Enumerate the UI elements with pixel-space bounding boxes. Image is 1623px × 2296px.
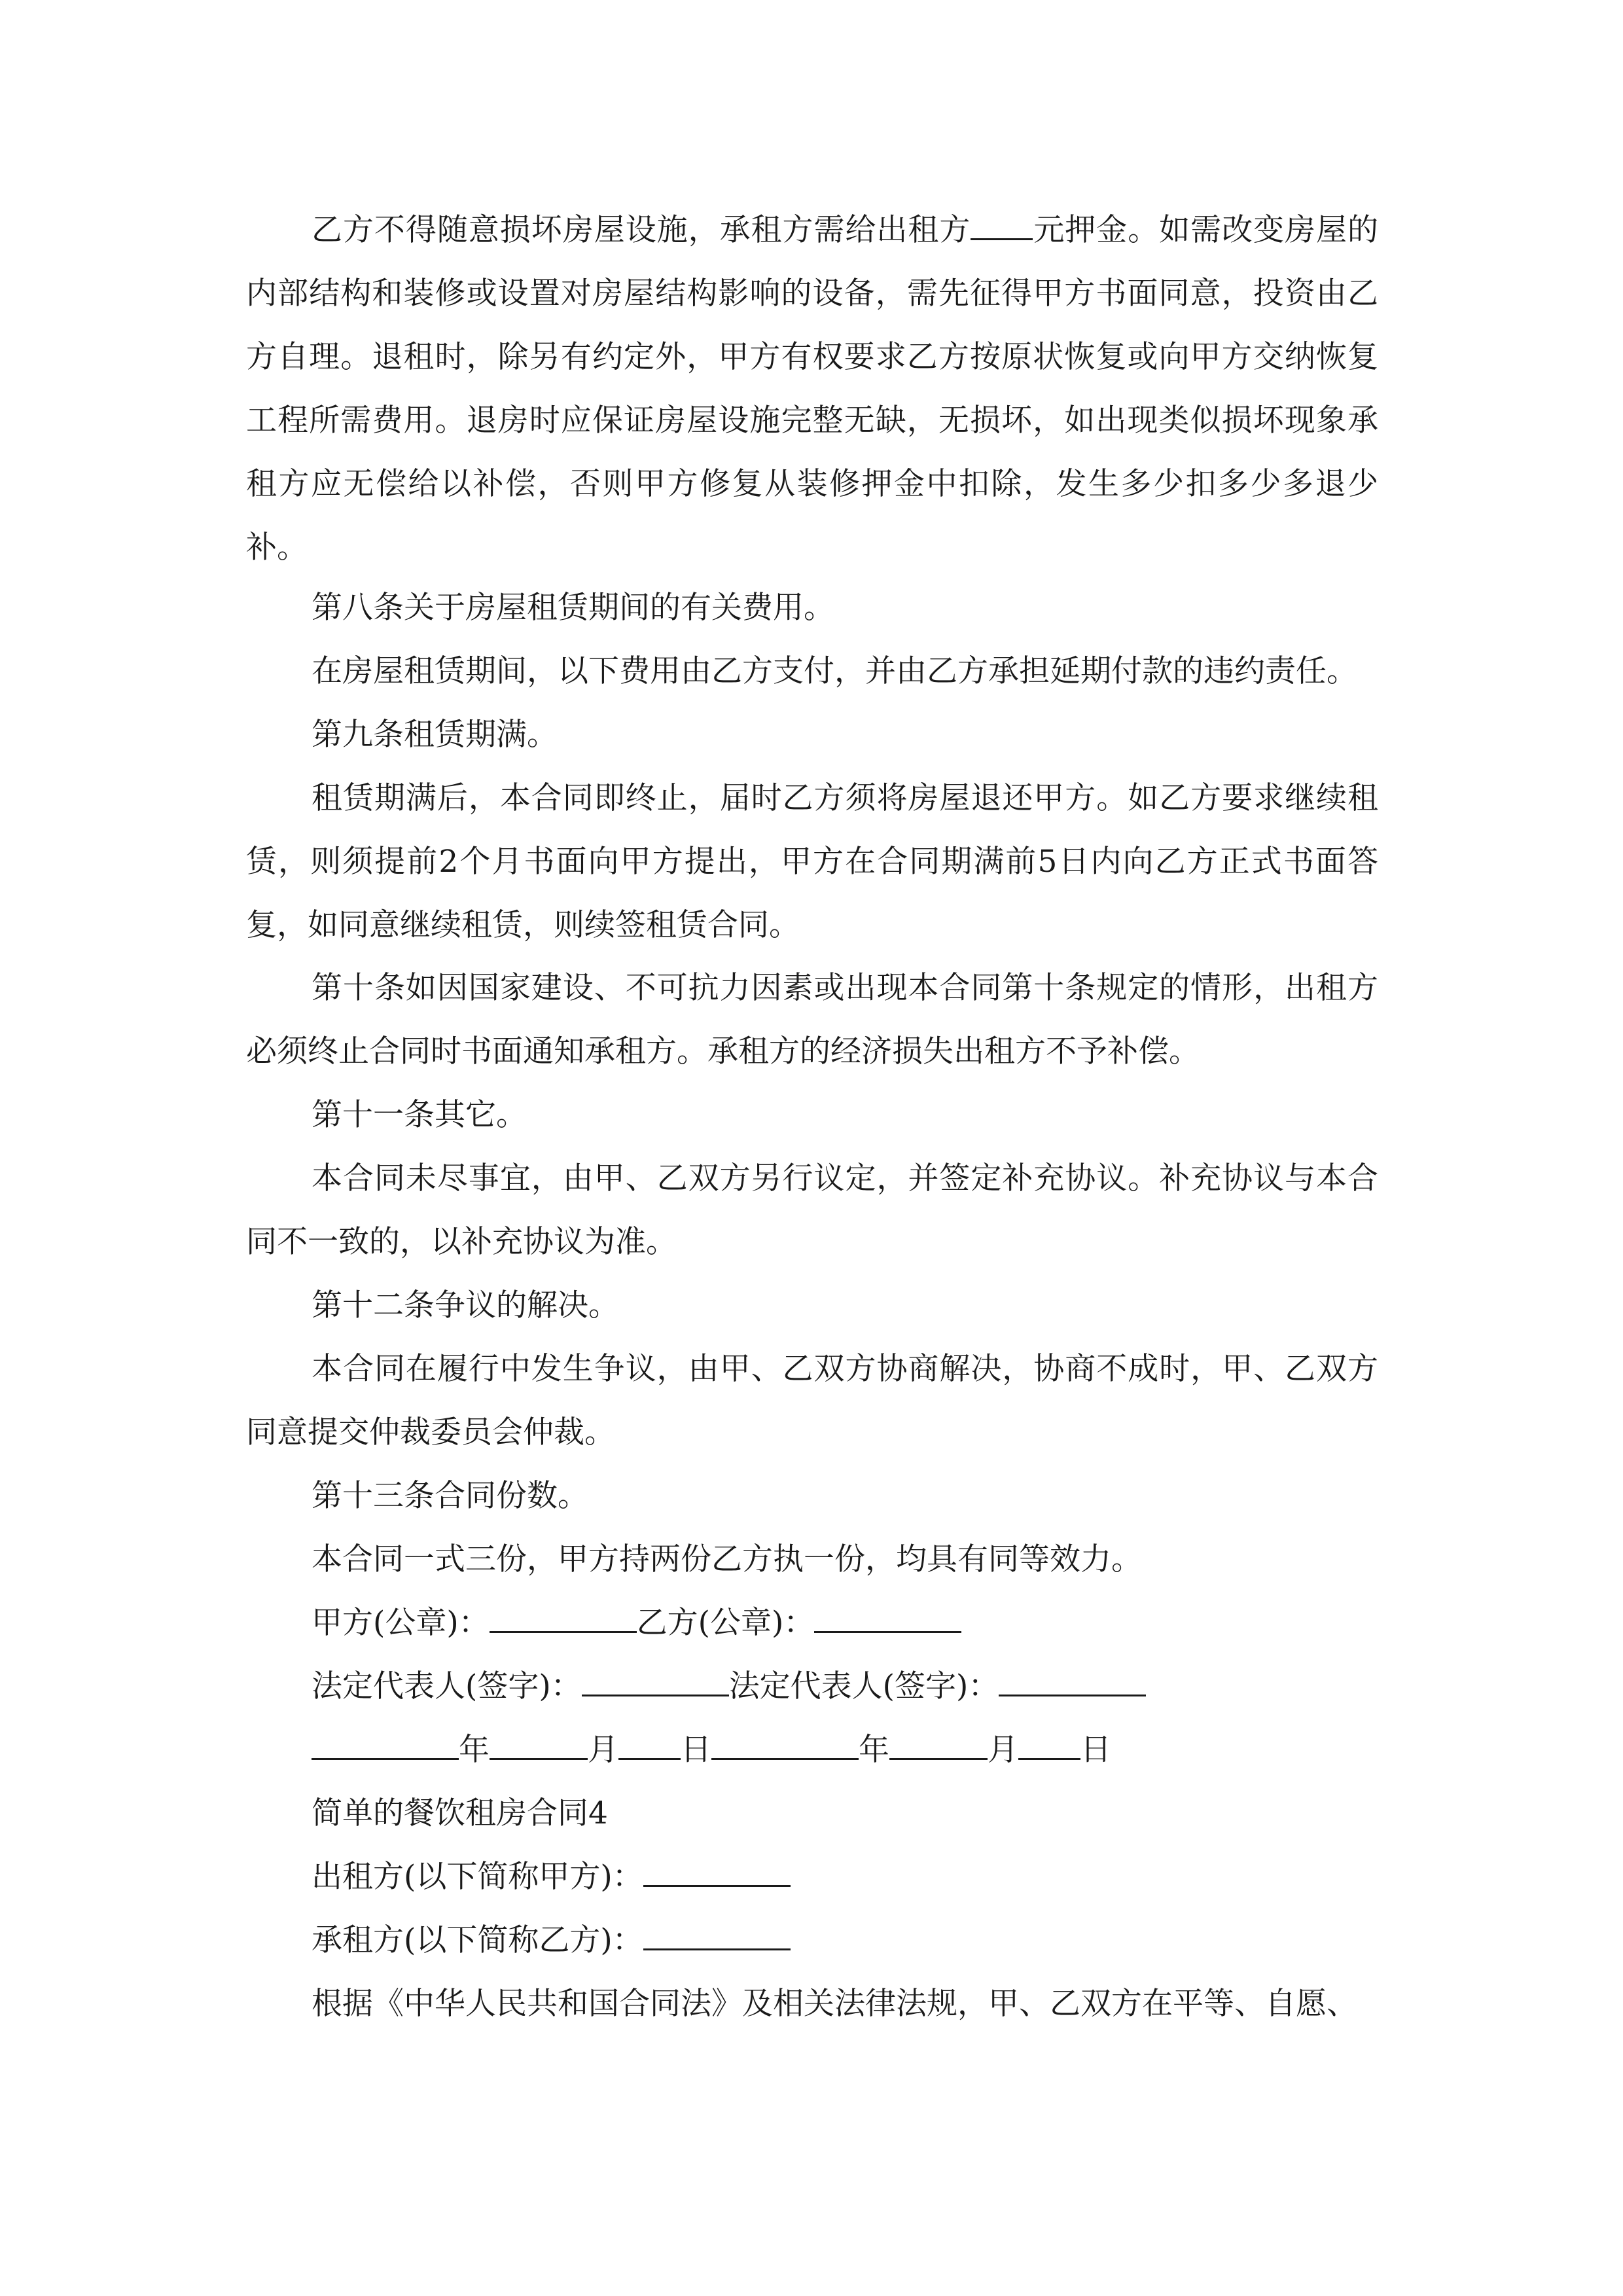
clause-deposit-text-after: 元押金。如需改变房屋的内部结构和装修或设置对房屋结构影响的设备，需先征得甲方书面同意，投资由乙方自理。退租时，除另有约定外，甲方有权要求乙方按原状恢复或向甲方交纳恢复工程所需费用。退房时应保证房屋设施完整无缺，无损坏，如出现类似损坏现象承租方应无偿给以补偿，否则甲方修复从装修押金中扣除，发生多少扣多少多退少补。 xyxy=(246,212,1378,565)
clause-deposit-text-before: 乙方不得随意损坏房屋设施，承租方需给出租方 xyxy=(312,212,971,248)
date-b-month-label: 月 xyxy=(988,1732,1018,1768)
party-b-seal-label: 乙方(公章)： xyxy=(636,1605,815,1641)
date-a-month-blank[interactable] xyxy=(490,1732,588,1760)
party-b-seal-blank[interactable] xyxy=(814,1605,961,1633)
rep-a-label: 法定代表人(签字)： xyxy=(312,1668,582,1704)
article-12-body: 本合同在履行中发生争议，由甲、乙双方协商解决，协商不成时，甲、乙双方同意提交仲裁委员会仲裁。 xyxy=(246,1351,1378,1450)
article-9-body: 租赁期满后，本合同即终止，届时乙方须将房屋退还甲方。如乙方要求继续租赁，则须提前2个月书面向甲方提出，甲方在合同期满前5日内向乙方正式书面答复，如同意继续租赁，则续签租赁合同。 xyxy=(246,780,1378,943)
article-13-body: 本合同一式三份，甲方持两份乙方执一份，均具有同等效力。 xyxy=(312,1541,1142,1577)
date-b-year-blank[interactable] xyxy=(711,1732,859,1760)
date-line xyxy=(312,1718,1111,1782)
lessee-label: 承租方(以下简称乙方)： xyxy=(312,1922,643,1958)
party-a-seal-label: 甲方(公章)： xyxy=(312,1605,490,1641)
date-a-year-blank[interactable] xyxy=(312,1732,459,1760)
party-a-seal-blank[interactable] xyxy=(490,1605,637,1633)
next-contract-title: 简单的餐饮租房合同4 xyxy=(312,1795,608,1831)
article-10-paragraph: 第十条如因国家建设、不可抗力因素或出现本合同第十条规定的情形，出租方必须终止合同时书面通知承租方。承租方的经济损失出租方不予补偿。 xyxy=(246,970,1378,1069)
date-a-day-label: 日 xyxy=(681,1732,711,1768)
deposit-amount-blank[interactable] xyxy=(971,212,1033,240)
contract-intro-text: 根据《中华人民共和国合同法》及相关法律法规，甲、乙双方在平等、自愿、 xyxy=(312,1986,1357,2022)
rep-b-signature-blank[interactable] xyxy=(999,1668,1146,1696)
date-b-day-blank[interactable] xyxy=(1018,1732,1080,1760)
lessor-line xyxy=(312,1845,791,1909)
date-a-year-label: 年 xyxy=(459,1732,490,1768)
rep-b-label: 法定代表人(签字)： xyxy=(728,1668,999,1704)
lessor-label: 出租方(以下简称甲方)： xyxy=(312,1859,643,1895)
date-a-month-label: 月 xyxy=(588,1732,618,1768)
lessee-line xyxy=(312,1909,791,1972)
article-8-title: 第八条关于房屋租赁期间的有关费用。 xyxy=(312,590,834,626)
date-b-year-label: 年 xyxy=(859,1732,889,1768)
lessee-name-blank[interactable] xyxy=(643,1922,791,1950)
clause-deposit-paragraph xyxy=(246,198,1378,579)
seal-line xyxy=(312,1591,961,1655)
article-12-title: 第十二条争议的解决。 xyxy=(312,1287,619,1323)
article-11-title: 第十一条其它。 xyxy=(312,1097,527,1133)
date-a-day-blank[interactable] xyxy=(618,1732,681,1760)
article-13-title: 第十三条合同份数。 xyxy=(312,1478,588,1514)
date-b-day-label: 日 xyxy=(1080,1732,1111,1768)
article-8-body: 在房屋租赁期间，以下费用由乙方支付，并由乙方承担延期付款的违约责任。 xyxy=(312,653,1357,689)
rep-a-signature-blank[interactable] xyxy=(582,1668,729,1696)
representative-line xyxy=(312,1655,1146,1718)
article-11-body: 本合同未尽事宜，由甲、乙双方另行议定，并签定补充协议。补充协议与本合同不一致的，以补充协议为准。 xyxy=(246,1160,1378,1260)
date-b-month-blank[interactable] xyxy=(889,1732,988,1760)
article-9-title: 第九条租赁期满。 xyxy=(312,717,558,753)
lessor-name-blank[interactable] xyxy=(643,1859,791,1887)
